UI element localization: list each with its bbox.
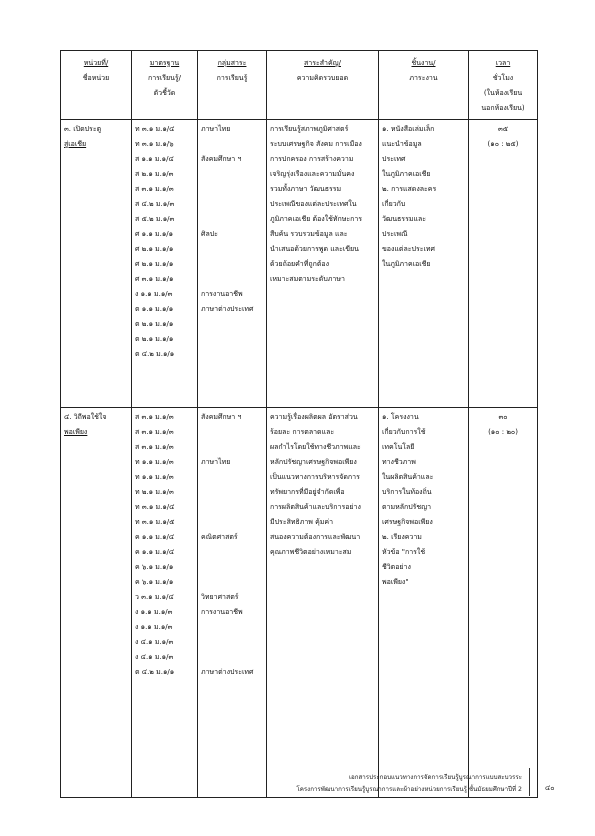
unit-cell <box>61 408 132 798</box>
blank-line <box>201 650 263 665</box>
blank-line <box>201 167 263 182</box>
subject-label: ภาษาต่างประเทศ <box>201 305 254 313</box>
content-line: การผลิตสินค้าและบริการอย่าง <box>270 503 361 511</box>
subject-label: การงานอาชีพ <box>201 608 243 616</box>
standard-code: ส ๓.๑ ม.๑/๓ <box>135 443 174 451</box>
time-value: ๓๕ <box>497 125 509 133</box>
task-line: เกี่ยวกับการใช้ <box>382 428 426 436</box>
subject-label: ภาษาต่างประเทศ <box>201 668 254 676</box>
blank-line <box>201 197 263 212</box>
blank-line <box>201 575 263 590</box>
blank-line <box>201 470 263 485</box>
page-number: ๔๐ <box>545 784 555 792</box>
task-line: ตามหลักปรัชญา <box>382 503 432 511</box>
task-line: ๑. หนังสือเล่มเล็ก <box>382 125 435 133</box>
task-line: ในภูมิภาคเอเชีย <box>382 260 431 268</box>
content-line: ด้วยถ้อยคำที่ถูกต้อง <box>270 260 329 268</box>
content-line: ความรู้เรื่องผลิตผล อัตราส่วน <box>270 413 358 421</box>
task-line: ๒. เรียงความ <box>382 533 422 541</box>
standard-code: ส ๓.๑ ม.๑/๓ <box>135 185 174 193</box>
task-line: ของแต่ละประเทศ <box>382 245 435 253</box>
standard-code: ท ๓.๑ ม.๑/๕ <box>135 518 175 526</box>
standard-code: ส ๑.๑ ม.๑/๔ <box>135 155 174 163</box>
standards-cell <box>132 408 198 798</box>
task-line: พอเพียง" <box>382 578 409 586</box>
unit-name: พอเพียง <box>64 428 88 436</box>
task-line: เทคโนโลยี <box>382 443 415 451</box>
unit-name: สู่เอเชีย <box>64 140 87 148</box>
subject-label: ภาษาไทย <box>201 458 231 466</box>
subjects-cell <box>198 120 267 408</box>
blank-line <box>201 485 263 500</box>
table-row <box>61 120 538 408</box>
blank-line <box>201 257 263 272</box>
content-line: ผลกำไรโดยใช้ทางชีวภาพและ <box>270 443 361 451</box>
content-line: เป็นแนวทางการบริหารจัดการ <box>270 473 360 481</box>
task-line: ในภูมิภาคเอเชีย <box>382 170 431 178</box>
blank-line <box>201 272 263 287</box>
blank-line <box>201 212 263 227</box>
standard-code: ต ๔.๒ ม.๑/๑ <box>135 668 175 676</box>
content-line: รวมทั้งภาษา วัฒนธรรม <box>270 185 342 193</box>
blank-line <box>201 182 263 197</box>
standard-code: ท ๑.๑ ม.๑/๓ <box>135 458 174 466</box>
standard-code: ง ๑.๑ ม.๑/๓ <box>135 290 173 298</box>
standard-code: ส ๕.๒ ม.๑/๓ <box>135 215 175 223</box>
time-cell <box>469 120 538 408</box>
content-line: สนองความต้องการและพัฒนา <box>270 533 361 541</box>
standard-code: ส ๒.๑ ม.๑/๓ <box>135 170 174 178</box>
subject-label: คณิตศาสตร์ <box>201 533 238 541</box>
standard-code: ค ๖.๑ ม.๑/๑ <box>135 578 174 586</box>
subject-label: สังคมศึกษา ฯ <box>201 155 242 163</box>
subject-label: วิทยาศาสตร์ <box>201 593 239 601</box>
header-unit: หน่วยที่/ ชื่อหน่วย <box>61 51 132 120</box>
blank-line <box>201 137 263 152</box>
standard-code: ศ ๒.๑ ม.๑/๑ <box>135 260 174 268</box>
tasks-cell <box>379 408 469 798</box>
footer-line-2: โครงการพัฒนาการเรียนรู้บูรณาการและผ้าอย่างหน่วยการเรียนรู้ ชั้นมัธยมศึกษาปีที่ 2 <box>296 786 522 793</box>
standards-cell <box>132 120 198 408</box>
blank-line <box>201 635 263 650</box>
task-line: แนะนำข้อมูล <box>382 140 422 148</box>
time-cell <box>469 408 538 798</box>
unit-name: ๓. เปิดประตู <box>64 125 102 133</box>
content-cell <box>267 120 379 408</box>
standard-code: ง ๔.๑ ม.๑/๓ <box>135 653 174 661</box>
task-line: เศรษฐกิจพอเพียง <box>382 518 433 526</box>
time-value: ๓๐ <box>498 413 508 421</box>
footer-divider <box>529 768 530 796</box>
table-header-row <box>61 51 538 120</box>
content-line: การเรียนรู้สภาพภูมิศาสตร์ <box>270 125 349 133</box>
standard-code: ท ๑.๑ ม.๑/๓ <box>135 473 174 481</box>
blank-line <box>201 620 263 635</box>
curriculum-table <box>60 50 538 798</box>
standard-code: ส ๓.๑ ม.๑/๓ <box>135 413 174 421</box>
task-line: วัฒนธรรมและ <box>382 215 427 223</box>
blank-line <box>201 440 263 455</box>
standard-code: ต ๔.๒ ม.๑/๑ <box>135 350 175 358</box>
task-line: เกี่ยวกับ <box>382 200 406 208</box>
blank-line <box>201 242 263 257</box>
standard-code: ว ๓.๑ ม.๑/๔ <box>135 593 174 601</box>
content-cell <box>267 408 379 798</box>
subject-label: ศิลปะ <box>201 230 218 238</box>
tasks-cell <box>379 120 469 408</box>
content-line: ประเพณีของแต่ละประเทศใน <box>270 200 357 208</box>
standard-code: ส ๓.๑ ม.๑/๓ <box>135 428 174 436</box>
subject-label: สังคมศึกษา ฯ <box>201 413 242 421</box>
subject-label: ภาษาไทย <box>201 125 231 133</box>
task-line: ๒. การแสดงละคร <box>382 185 437 193</box>
footer-line-1: เอกสารประกอบแนวทางการจัดการเรียนรู้บูรณาการแบบสะบวรระ <box>348 774 522 781</box>
standard-code: ท ๓.๑ ม.๑/๔ <box>135 125 175 133</box>
page-footer <box>296 772 522 796</box>
task-line: หัวข้อ "การใช้ <box>382 548 426 556</box>
task-line: ชีวิตอย่าง <box>382 563 411 571</box>
task-line: ประเพณี <box>382 230 408 238</box>
content-line: สืบค้น รวบรวมข้อมูล และ <box>270 230 348 238</box>
standard-code: ค ๖.๑ ม.๑/๑ <box>135 563 174 571</box>
standard-code: ง ๔.๑ ม.๑/๓ <box>135 638 174 646</box>
blank-line <box>201 425 263 440</box>
header-content: สาระสำคัญ/ ความคิดรวบยอด <box>267 51 379 120</box>
content-line: คุณภาพชีวิตอย่างเหมาะสม <box>270 548 352 556</box>
standard-code: ศ ๓.๑ ม.๑/๑ <box>135 275 174 283</box>
standard-code: ค ๑.๑ ม.๑/๔ <box>135 548 175 556</box>
standard-code: ต ๒.๑ ม.๑/๑ <box>135 320 174 328</box>
blank-line <box>201 560 263 575</box>
header-task: ชิ้นงาน/ ภาระงาน <box>379 51 469 120</box>
header-time: เวลา ชั่วโมง (ในห้องเรียน นอกห้องเรียน) <box>469 51 538 120</box>
standard-code: ต ๒.๑ ม.๑/๑ <box>135 335 174 343</box>
standard-code: ส ๔.๒ ม.๑/๓ <box>135 200 175 208</box>
blank-line <box>201 515 263 530</box>
unit-cell <box>61 120 132 408</box>
unit-name: ๔. วิถีพอใช้ใจ <box>64 413 107 421</box>
standard-code: ศ ๑.๑ ม.๑/๑ <box>135 230 174 238</box>
standard-code: ต ๑.๑ ม.๑/๑ <box>135 305 174 313</box>
content-line: ภูมิภาคเอเชีย ต้องใช้ทักษะการ <box>270 215 363 223</box>
content-line: เหมาะสมตามระดับภาษา <box>270 275 345 283</box>
standard-code: ท ๒.๑ ม.๑/๓ <box>135 488 174 496</box>
standard-code: ค ๑.๑ ม.๑/๔ <box>135 533 175 541</box>
task-line: บริการในท้องถิ่น <box>382 488 432 496</box>
subject-label: การงานอาชีพ <box>201 290 243 298</box>
content-line: ทรัพยากรที่มีอยู่จำกัดเพื่อ <box>270 488 345 496</box>
content-line: ระบบเศรษฐกิจ สังคม การเมือง <box>270 140 362 148</box>
standard-code: ท ๓.๑ ม.๑/๖ <box>135 140 174 148</box>
content-line: มีประสิทธิภาพ คุ้มค่า <box>270 518 334 526</box>
header-standard: มาตรฐาน การเรียนรู้/ ตัวชี้วัด <box>132 51 198 120</box>
content-line: การปกครอง การสร้างความ <box>270 155 354 163</box>
task-line: ทางชีวภาพ <box>382 458 416 466</box>
content-line: เจริญรุ่งเรืองและความมั่นคง <box>270 170 355 178</box>
table-row <box>61 408 538 798</box>
time-value: (๑๐ : ๒๕) <box>487 140 519 148</box>
blank-line <box>201 545 263 560</box>
content-line: หลักปรัชญาเศรษฐกิจพอเพียง <box>270 458 357 466</box>
standard-code: ง ๑.๑ ม.๑/๓ <box>135 608 173 616</box>
blank-line <box>201 500 263 515</box>
content-line: นำเสนอด้วยการพูด และเขียน <box>270 245 359 253</box>
task-line: ๑. โครงงาน <box>382 413 419 421</box>
content-line: ร้อยละ การตลาดและ <box>270 428 335 436</box>
standard-code: ง ๑.๑ ม.๑/๓ <box>135 623 173 631</box>
time-value: (๑๐ : ๒๐) <box>488 428 518 436</box>
task-line: ประเทศ <box>382 155 406 163</box>
subjects-cell <box>198 408 267 798</box>
standard-code: ท ๓.๑ ม.๑/๔ <box>135 503 175 511</box>
header-subject: กลุ่มสาระ การเรียนรู้ <box>198 51 267 120</box>
task-line: ในผลิตสินค้าและ <box>382 473 434 481</box>
standard-code: ศ ๒.๑ ม.๑/๑ <box>135 245 174 253</box>
